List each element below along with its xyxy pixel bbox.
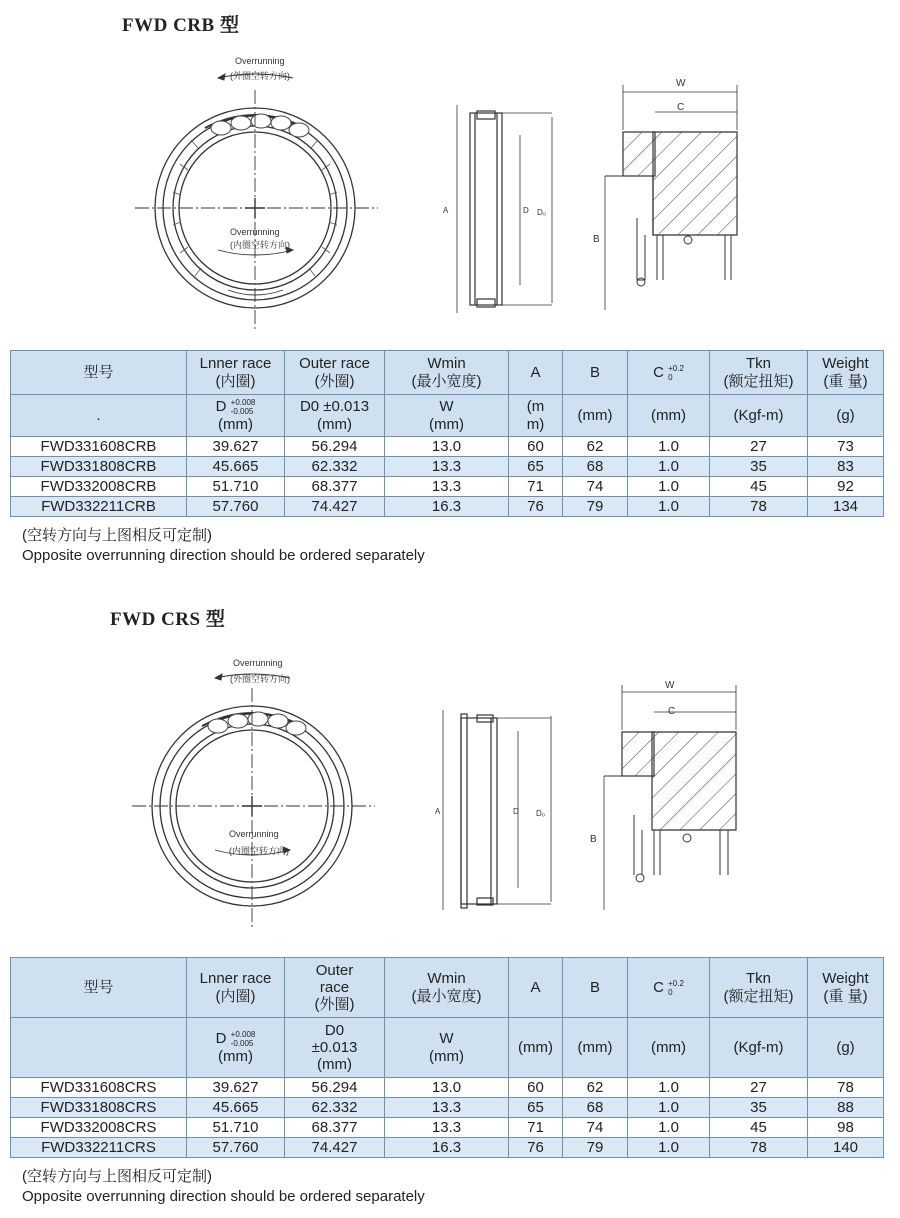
table-row	[11, 477, 884, 497]
dim-a-label: A	[443, 206, 449, 215]
cell-a: 71	[509, 1118, 563, 1138]
dim-w-label: W	[665, 680, 675, 691]
dim-c-label: C	[677, 102, 685, 113]
header-a: A	[509, 351, 563, 395]
table-row	[11, 1138, 884, 1158]
unit-w: W (mm)	[385, 395, 509, 437]
cell-outer: 68.377	[285, 1118, 385, 1138]
cell-inner: 51.710	[187, 1118, 285, 1138]
cell-a: 76	[509, 1138, 563, 1158]
header-c: C +0.2 0	[628, 351, 710, 395]
unit-model	[11, 1018, 187, 1078]
header-weight: Weight (重 量)	[808, 351, 884, 395]
cell-torque: 45	[710, 1118, 808, 1138]
unit-torque: (Kgf-m)	[710, 1018, 808, 1078]
cell-c: 1.0	[628, 497, 710, 517]
cell-inner: 45.665	[187, 457, 285, 477]
cell-outer: 62.332	[285, 457, 385, 477]
header-c: C +0.2 0	[628, 958, 710, 1018]
cell-b: 79	[563, 1138, 628, 1158]
cell-b: 68	[563, 1098, 628, 1118]
header-model: 型号	[11, 351, 187, 395]
cell-weight: 88	[808, 1098, 884, 1118]
header-inner-race: Lnner race (内圈)	[187, 351, 285, 395]
spec-table-crb	[10, 350, 884, 517]
cell-torque: 35	[710, 457, 808, 477]
note-crs	[22, 1167, 425, 1207]
cell-w: 16.3	[385, 1138, 509, 1158]
cell-c: 1.0	[628, 457, 710, 477]
header-inner-race: Lnner race (内圈)	[187, 958, 285, 1018]
cell-outer: 74.427	[285, 497, 385, 517]
cell-outer: 56.294	[285, 437, 385, 457]
header-b: B	[563, 351, 628, 395]
cell-torque: 35	[710, 1098, 808, 1118]
table-row	[11, 497, 884, 517]
front-view-drawing-crs	[130, 654, 380, 939]
cell-b: 74	[563, 477, 628, 497]
cell-model: FWD332008CRB	[11, 477, 187, 497]
dim-do-label: D₀	[537, 208, 547, 217]
dim-a-label: A	[435, 807, 441, 816]
cell-c: 1.0	[628, 477, 710, 497]
cell-w: 13.0	[385, 437, 509, 457]
overrunning-outer-label: Overrunning	[233, 658, 283, 668]
cell-a: 65	[509, 1098, 563, 1118]
cell-weight: 73	[808, 437, 884, 457]
table-row	[11, 437, 884, 457]
outer-direction-label: (外圈空转方向)	[230, 71, 290, 81]
inner-direction-label: (内圈空转方向)	[230, 240, 290, 250]
unit-c: (mm)	[628, 1018, 710, 1078]
unit-c: (mm)	[628, 395, 710, 437]
cell-c: 1.0	[628, 1138, 710, 1158]
note-en: Opposite overrunning direction should be ordered separately	[22, 1188, 425, 1205]
cell-c: 1.0	[628, 437, 710, 457]
cell-outer: 68.377	[285, 477, 385, 497]
cell-a: 60	[509, 1078, 563, 1098]
cell-model: FWD331808CRB	[11, 457, 187, 477]
cell-a: 65	[509, 457, 563, 477]
cell-model: FWD331608CRB	[11, 437, 187, 457]
section-title-crb: FWD CRB 型	[122, 15, 240, 36]
overrunning-inner-label: Overrunning	[229, 829, 279, 839]
cell-w: 13.0	[385, 1078, 509, 1098]
cell-weight: 83	[808, 457, 884, 477]
cell-inner: 57.760	[187, 1138, 285, 1158]
cell-torque: 78	[710, 1138, 808, 1158]
dim-c-label: C	[668, 706, 676, 717]
cell-b: 62	[563, 1078, 628, 1098]
inner-direction-label: (内圈空转方向)	[229, 846, 289, 856]
section-view-drawing-crs	[582, 670, 762, 910]
cell-c: 1.0	[628, 1078, 710, 1098]
dim-d-label: D	[523, 206, 529, 215]
cell-outer: 56.294	[285, 1078, 385, 1098]
cell-model: FWD331608CRS	[11, 1078, 187, 1098]
table-row	[11, 457, 884, 477]
dim-b-label: B	[590, 834, 597, 845]
dim-do-label: D₀	[536, 809, 546, 818]
cell-b: 74	[563, 1118, 628, 1138]
cell-c: 1.0	[628, 1098, 710, 1118]
header-a: A	[509, 958, 563, 1018]
cell-model: FWD332211CRB	[11, 497, 187, 517]
header-b: B	[563, 958, 628, 1018]
cell-model: FWD332211CRS	[11, 1138, 187, 1158]
unit-weight: (g)	[808, 1018, 884, 1078]
header-torque: Tkn (额定扭矩)	[710, 351, 808, 395]
unit-w: W (mm)	[385, 1018, 509, 1078]
cell-weight: 98	[808, 1118, 884, 1138]
cell-weight: 140	[808, 1138, 884, 1158]
unit-b: (mm)	[563, 1018, 628, 1078]
cell-weight: 92	[808, 477, 884, 497]
cell-torque: 27	[710, 1078, 808, 1098]
unit-outer: D0 ±0.013 (mm)	[285, 395, 385, 437]
overrunning-inner-label: Overrunning	[230, 227, 280, 237]
note-crb	[22, 526, 425, 566]
side-view-drawing-crb	[435, 105, 565, 315]
section-title-crs: FWD CRS 型	[110, 609, 226, 630]
note-cn: (空转方向与上图相反可定制)	[22, 1168, 212, 1185]
cell-b: 79	[563, 497, 628, 517]
dim-d-label: D	[513, 807, 519, 816]
table-row	[11, 1118, 884, 1138]
cell-weight: 134	[808, 497, 884, 517]
cell-outer: 62.332	[285, 1098, 385, 1118]
side-view-drawing-crs	[433, 706, 563, 916]
cell-w: 13.3	[385, 1098, 509, 1118]
table-row	[11, 1078, 884, 1098]
header-weight: Weight (重 量)	[808, 958, 884, 1018]
cell-inner: 51.710	[187, 477, 285, 497]
cell-c: 1.0	[628, 1118, 710, 1138]
cell-a: 71	[509, 477, 563, 497]
cell-model: FWD331808CRS	[11, 1098, 187, 1118]
cell-w: 13.3	[385, 477, 509, 497]
header-outer-race: Outer race (外圈)	[285, 351, 385, 395]
unit-a: (mm)	[509, 1018, 563, 1078]
cell-inner: 39.627	[187, 1078, 285, 1098]
cell-a: 60	[509, 437, 563, 457]
unit-outer: D0 ±0.013 (mm)	[285, 1018, 385, 1078]
cell-inner: 45.665	[187, 1098, 285, 1118]
header-model: 型号	[11, 958, 187, 1018]
header-w-min: Wmin (最小宽度)	[385, 958, 509, 1018]
cell-a: 76	[509, 497, 563, 517]
note-cn: (空转方向与上图相反可定制)	[22, 527, 212, 544]
cell-outer: 74.427	[285, 1138, 385, 1158]
spec-table-crs	[10, 957, 884, 1158]
cell-inner: 39.627	[187, 437, 285, 457]
cell-torque: 27	[710, 437, 808, 457]
section-view-drawing-crb	[585, 70, 765, 310]
unit-torque: (Kgf-m)	[710, 395, 808, 437]
dim-b-label: B	[593, 234, 600, 245]
cell-w: 16.3	[385, 497, 509, 517]
cell-torque: 45	[710, 477, 808, 497]
unit-inner: D +0.008 -0.005 (mm)	[187, 395, 285, 437]
dim-w-label: W	[676, 78, 686, 89]
note-en: Opposite overrunning direction should be ordered separately	[22, 547, 425, 564]
header-outer-race: Outer race (外圈)	[285, 958, 385, 1018]
cell-torque: 78	[710, 497, 808, 517]
header-torque: Tkn (额定扭矩)	[710, 958, 808, 1018]
unit-model: .	[11, 395, 187, 437]
unit-inner: D +0.008 -0.005 (mm)	[187, 1018, 285, 1078]
cell-b: 68	[563, 457, 628, 477]
cell-b: 62	[563, 437, 628, 457]
cell-weight: 78	[808, 1078, 884, 1098]
cell-inner: 57.760	[187, 497, 285, 517]
cell-w: 13.3	[385, 1118, 509, 1138]
cell-w: 13.3	[385, 457, 509, 477]
front-view-drawing-crb	[133, 50, 383, 335]
header-w-min: Wmin (最小宽度)	[385, 351, 509, 395]
outer-direction-label: (外圈空转方向)	[230, 674, 290, 684]
unit-a: (m m)	[509, 395, 563, 437]
overrunning-outer-label: Overrunning	[235, 56, 285, 66]
unit-weight: (g)	[808, 395, 884, 437]
unit-b: (mm)	[563, 395, 628, 437]
cell-model: FWD332008CRS	[11, 1118, 187, 1138]
table-row	[11, 1098, 884, 1118]
